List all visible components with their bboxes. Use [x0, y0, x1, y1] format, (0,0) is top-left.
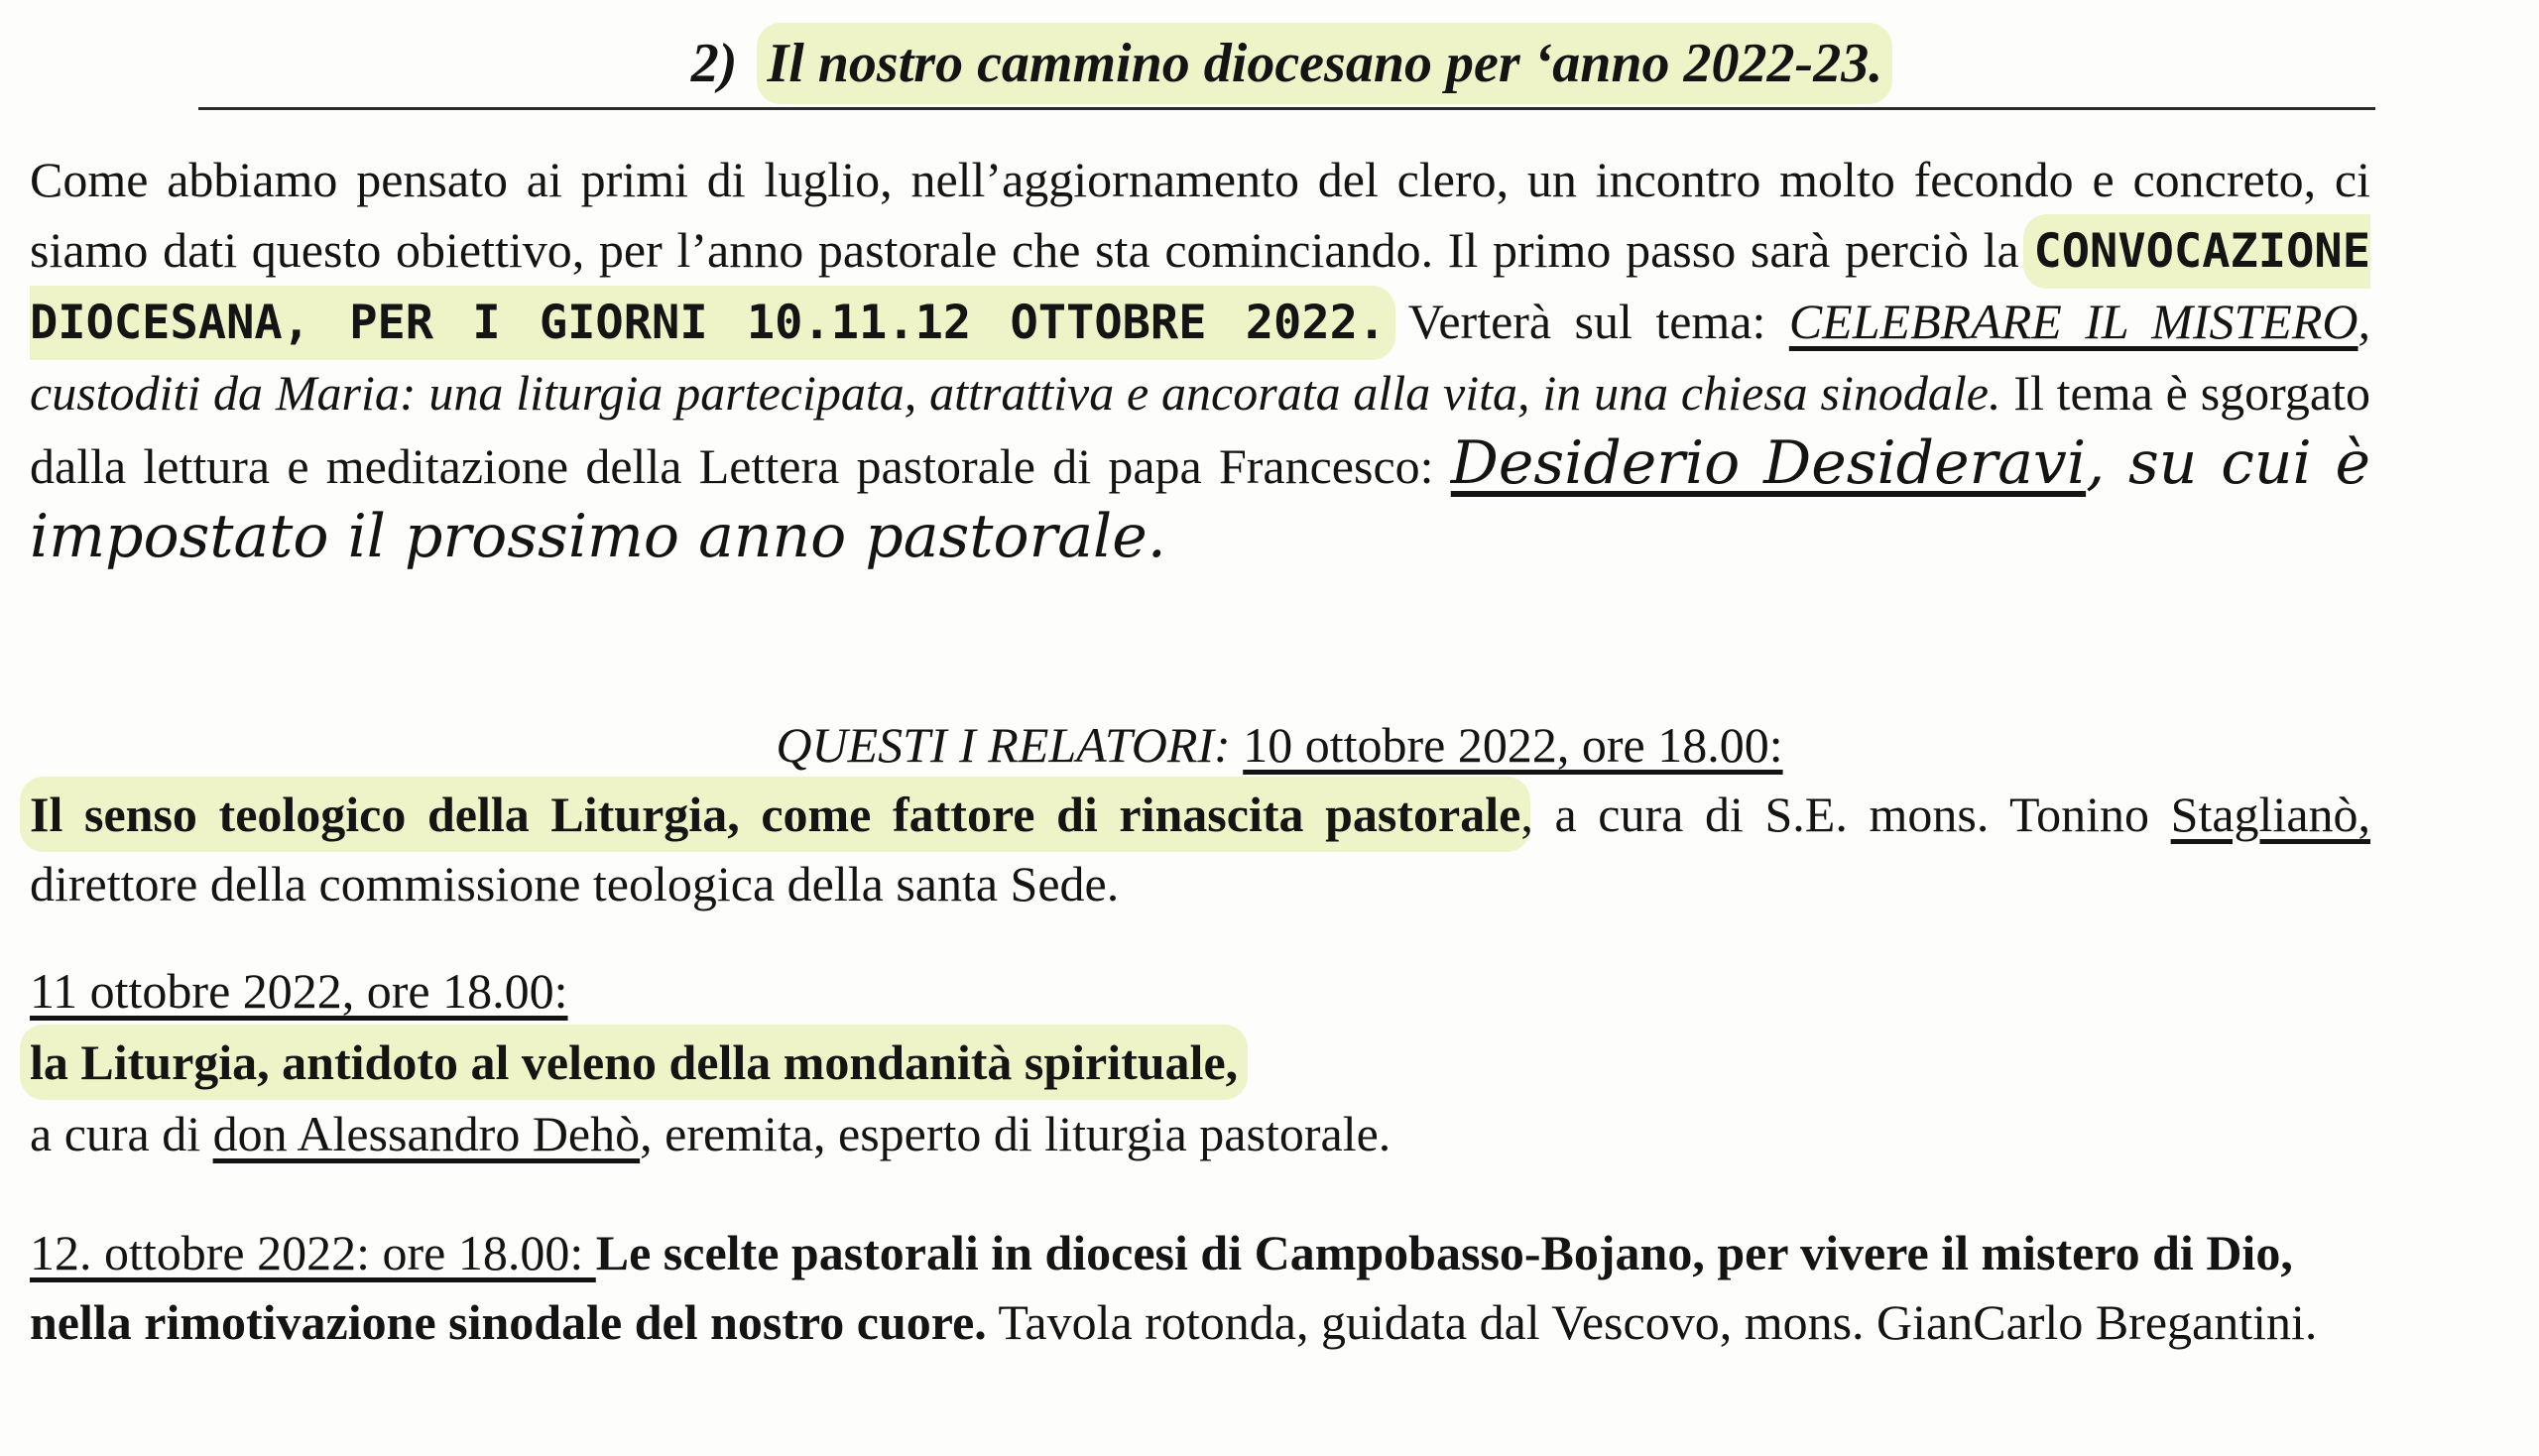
speakers-heading: QUESTI I RELATORI:	[776, 717, 1231, 773]
day1-block	[30, 780, 2370, 918]
section-title-text: Il nostro cammino diocesano per ‘anno 2022-23.	[767, 33, 1883, 94]
day3-date: 12. ottobre 2022: ore 18.00:	[30, 1225, 596, 1280]
convocation-announcement: CONVOCAZIONE DIOCESANA, PER I GIORNI 10.11.12 OTTOBRE 2022.	[30, 224, 2370, 350]
day2-date-line	[30, 956, 2370, 1026]
letter-description: , su cui è impostato il prossimo anno pastorale.	[30, 428, 2371, 571]
day2-topic: la Liturgia, antidoto al veleno della mondanità spirituale,	[30, 1034, 1239, 1090]
day1-speaker-surname: Staglianò,	[2170, 787, 2371, 842]
day3-rest: Tavola rotonda, guidata dal Vescovo, mons. GianCarlo Bregantini.	[986, 1294, 2318, 1350]
speakers-heading-line	[30, 710, 2450, 780]
section-number: 2)	[690, 33, 738, 94]
day2-prefix: a cura di	[30, 1106, 213, 1161]
day1-date: 10 ottobre 2022, ore 18.00:	[1243, 717, 1783, 773]
day2-speaker: don Alessandro Dehò	[212, 1106, 641, 1161]
intro-text-1: Come abbiamo pensato ai primi di luglio, nell’aggiornamento del clero, un incontro molto fecondo e concreto, ci siamo dati questo obiettivo, per l’anno pastorale che sta cominciando. Il primo passo sarà perciò la	[30, 152, 2370, 278]
day1-role: direttore della commissione teologica della santa Sede.	[30, 856, 1120, 911]
letter-title: Desiderio Desideravi	[1450, 428, 2087, 498]
intro-text-3: Il tema è sgorgato dalla lettura e meditazione della Lettera pastorale di papa Francesco:	[30, 365, 2370, 494]
section-title	[198, 20, 2375, 110]
intro-paragraph	[30, 145, 2370, 575]
day2-speaker-line	[30, 1099, 2370, 1168]
theme-title: CELEBRARE IL MISTERO	[1788, 294, 2358, 349]
day3-block	[30, 1218, 2370, 1357]
day1-topic: Il senso teologico della Liturgia, come fattore di rinascita pastorale	[30, 787, 1521, 842]
day2-topic-line	[30, 1028, 2370, 1097]
day2-role: , eremita, esperto di liturgia pastorale.	[640, 1106, 1391, 1161]
theme-description: , custoditi da Maria: una liturgia partecipata, attrattiva e ancorata alla vita, in una chiesa sinodale.	[30, 294, 2371, 421]
day2-date: 11 ottobre 2022, ore 18.00:	[30, 963, 568, 1019]
intro-text-2: Verterà sul tema:	[1386, 294, 1789, 349]
day1-rest: , a cura di S.E. mons. Tonino	[1520, 787, 2171, 842]
day3-topic: Le scelte pastorali in diocesi di Campobasso-Bojano, per vivere il mistero di Dio, nella rimotivazione sinodale del nostro cuore.	[30, 1225, 2293, 1350]
